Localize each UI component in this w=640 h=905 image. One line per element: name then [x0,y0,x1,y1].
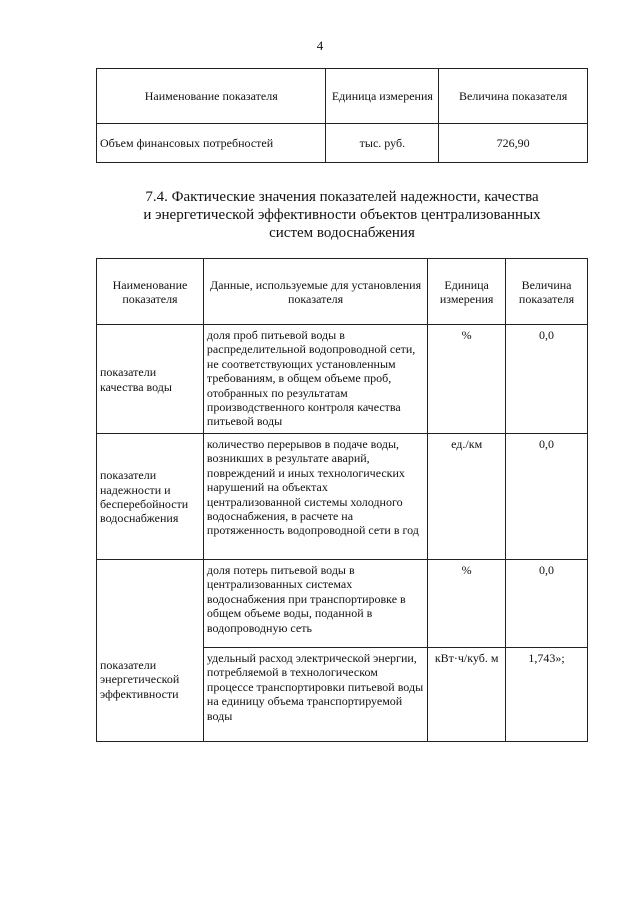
cell-value: 726,90 [439,124,588,163]
cell-data: удельный расход электрической энергии, потребляемой в технологическом процессе транспортировки питьевой воды на единицу объема транспортируемой воды [203,648,427,742]
header-value: Величина показателя [439,69,588,124]
indicators-table [96,258,588,742]
group-name: показатели качества воды [97,325,204,434]
group-name: показатели энергетической эффективности [97,560,204,742]
header-indicator-name: Наименование показателя [97,69,326,124]
cell-unit: кВт·ч/куб. м [428,648,506,742]
group-name: показатели надежности и бесперебойности водоснабжения [97,434,204,560]
table-row [97,560,588,648]
cell-unit: % [428,560,506,648]
section-title [96,188,588,242]
table-header-row [97,69,588,124]
section-title-line: и энергетической эффективности объектов централизованных [143,207,541,223]
table-row [97,434,588,560]
section-title-line: 7.4. Фактические значения показателей надежности, качества [145,189,539,205]
cell-data: доля потерь питьевой воды в централизованных системах водоснабжения при транспортировке в общем объеме воды, поданной в водопроводную сеть [203,560,427,648]
cell-value: 0,0 [506,560,588,648]
cell-unit: тыс. руб. [326,124,439,163]
header-value: Величина показателя [506,259,588,325]
table-row [97,124,588,163]
cell-data: доля проб питьевой воды в распределительной водопроводной сети, не соответствующих установленным требованиям, в общем объеме проб, отобранных по результатам производственного контроля качества питьевой воды [203,325,427,434]
financial-needs-table [96,68,588,163]
cell-value: 1,743»; [506,648,588,742]
cell-unit: ед./км [428,434,506,560]
cell-value: 0,0 [506,325,588,434]
header-data: Данные, используемые для установления показателя [203,259,427,325]
cell-data: количество перерывов в подаче воды, возникших в результате аварий, повреждений и иных технологических нарушений на объектах централизованной системы холодного водоснабжения, в расчете на протяженность водопроводной сети в год [203,434,427,560]
cell-name: Объем финансовых потребностей [97,124,326,163]
cell-unit: % [428,325,506,434]
header-unit: Единица измерения [428,259,506,325]
page-number: 4 [316,38,324,53]
cell-value: 0,0 [506,434,588,560]
header-indicator-name: Наименование показателя [97,259,204,325]
table-row [97,325,588,434]
header-unit: Единица измерения [326,69,439,124]
table-header-row [97,259,588,325]
section-title-line: систем водоснабжения [269,225,415,241]
